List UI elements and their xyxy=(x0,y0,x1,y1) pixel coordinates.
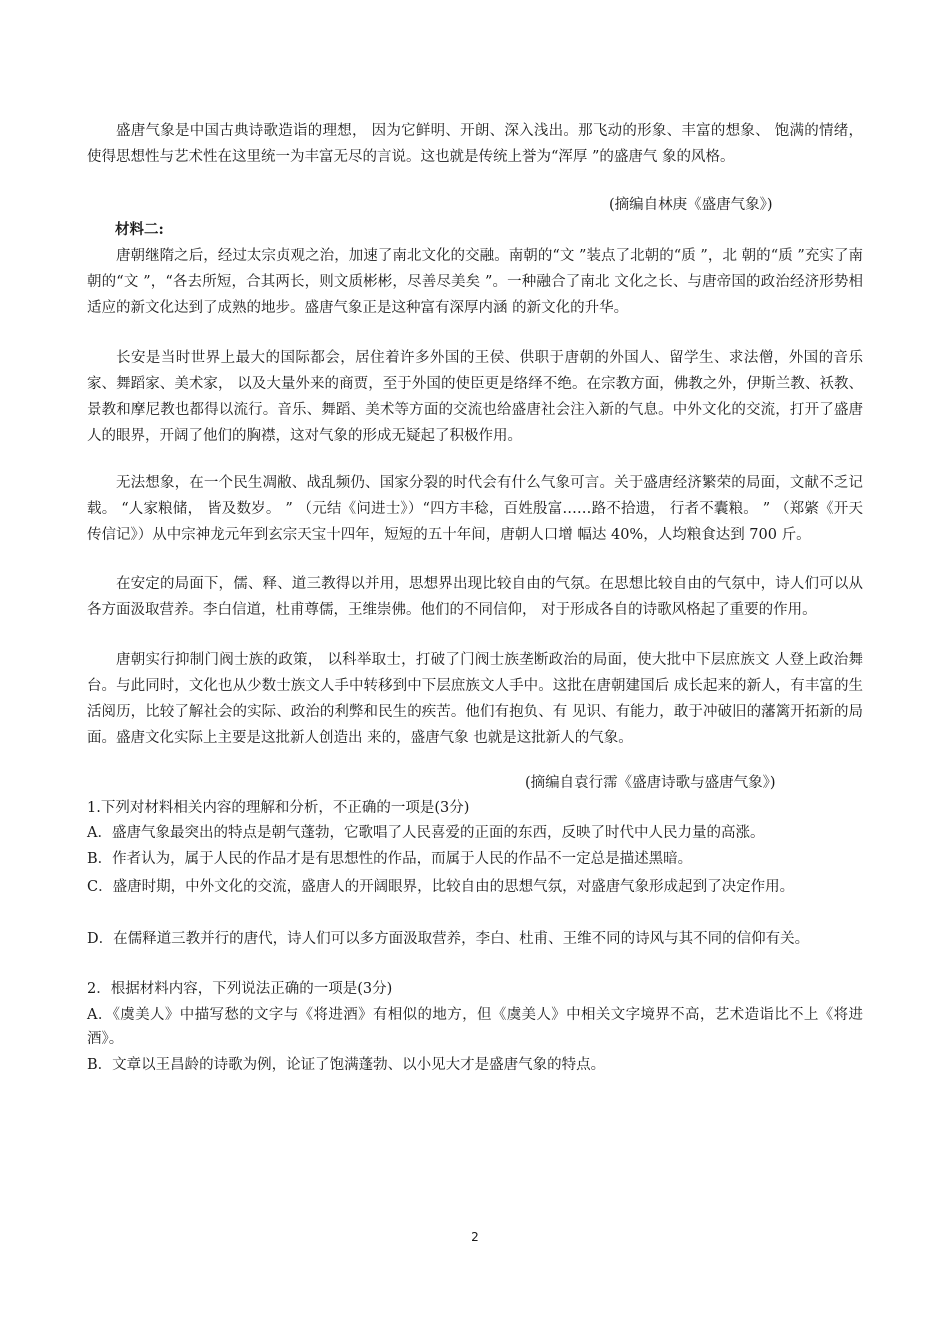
question-1-option-a: A．盛唐气象最突出的特点是朝气蓬勃，它歌唱了人民喜爱的正面的东西，反映了时代中人民力量的高涨。 xyxy=(87,825,765,841)
material2-heading: 材料二: xyxy=(115,221,164,238)
question-1-option-d: D．在儒释道三教并行的唐代，诗人们可以多方面汲取营养，李白、杜甫、王维不同的诗风与其不同的信仰有关。 xyxy=(87,931,810,947)
material2-paragraph-5: 唐朝实行抑制门阀士族的政策， 以科举取士，打破了门阀士族垄断政治的局面，使大批中下层庶族文 人登上政治舞台。与此同时，文化也从少数士族文人手中转移到中下层庶族文人手中。这批在唐朝建国后 成长起来的新人，有丰富的生活阅历，比较了解社会的实际、政治的利弊和民生的疾苦。他们有抱负、有 见识、有能力，敢于冲破旧的藩篱开拓新的局面。盛唐文化实际上主要是这批新人创造出 来的，盛唐气象 也就是这批新人的气象。 xyxy=(87,652,863,746)
question-2-option-a: A．《虞美人》中描写愁的文字与《将进酒》有相似的地方，但《虞美人》中相关文字境界不高，艺术造诣比不上《将进酒》。 xyxy=(87,1007,863,1047)
material2-source: (摘编自袁行霈《盛唐诗歌与盛唐气象》) xyxy=(525,775,776,791)
material2-paragraph-2: 长安是当时世界上最大的国际都会，居住着许多外国的王侯、供职于唐朝的外国人、留学生、求法僧，外国的音乐家、舞蹈家、美术家， 以及大量外来的商贾，至于外国的使臣更是络绎不绝。在宗教方面，佛教之外，伊斯兰教、袄教、景教和摩尼教也都得以流行。音乐、舞蹈、美术等方面的交流也给盛唐社会注入新的气息。中外文化的交流，打开了盛唐人的眼界，开阔了他们的胸襟，这对气象的形成无疑起了积极作用。 xyxy=(87,350,863,444)
material2-paragraph-4: 在安定的局面下，儒、释、道三教得以并用，思想界出现比较自由的气氛。在思想比较自由的气氛中，诗人们可以从各方面汲取营养。李白信道，杜甫尊儒，王维崇佛。他们的不同信仰， 对于形成各自的诗歌风格起了重要的作用。 xyxy=(87,576,863,618)
material1-paragraph: 盛唐气象是中国古典诗歌造诣的理想， 因为它鲜明、开朗、深入浅出。那飞动的形象、丰富的想象、 饱满的情绪，使得思想性与艺术性在这里统一为丰富无尽的言说。这也就是传统上誉为“浑厚 ”的盛唐气 象的风格。 xyxy=(87,123,863,165)
question-2-stem: 2．根据材料内容，下列说法正确的一项是(3分) xyxy=(87,981,393,997)
question-1-option-c: C．盛唐时期，中外文化的交流，盛唐人的开阔眼界，比较自由的思想气氛，对盛唐气象形成起到了决定作用。 xyxy=(87,879,795,895)
material1-source: (摘编自林庚《盛唐气象》) xyxy=(609,197,773,213)
material2-paragraph-1: 唐朝继隋之后，经过太宗贞观之治，加速了南北文化的交融。南朝的“文 ”装点了北朝的“质 ”，北 朝的“质 ”充实了南朝的“文 ”，“各去所短，合其两长，则文质彬彬，尽善尽美矣 ”。一种融合了南北 文化之长、与唐帝国的政治经济形势相适应的新文化达到了成熟的地步。盛唐气象正是这种富有深厚内涵 的新文化的升华。 xyxy=(87,248,863,316)
question-1-stem: 1.下列对材料相关内容的理解和分析，不正确的一项是(3分) xyxy=(87,800,470,816)
material2-paragraph-3: 无法想象，在一个民生凋敝、战乱频仍、国家分裂的时代会有什么气象可言。关于盛唐经济繁荣的局面，文献不乏记载。 “人家粮储， 皆及数岁。 ” （元结《问进士》）“四方丰稔，百姓殷富……路不拾遗， 行者不囊粮。 ” （郑綮《开天传信记》）从中宗神龙元年到玄宗天宝十四年，短短的五十年间，唐朝人口增 幅达 40%，人均粮食达到 700 斤。 xyxy=(87,475,863,543)
question-1-option-b: B．作者认为，属于人民的作品才是有思想性的作品，而属于人民的作品不一定总是描述黑暗。 xyxy=(87,851,693,867)
page-number: 2 xyxy=(471,1230,479,1244)
question-2-option-b: B．文章以王昌龄的诗歌为例，论证了饱满蓬勃、以小见大才是盛唐气象的特点。 xyxy=(87,1057,606,1073)
